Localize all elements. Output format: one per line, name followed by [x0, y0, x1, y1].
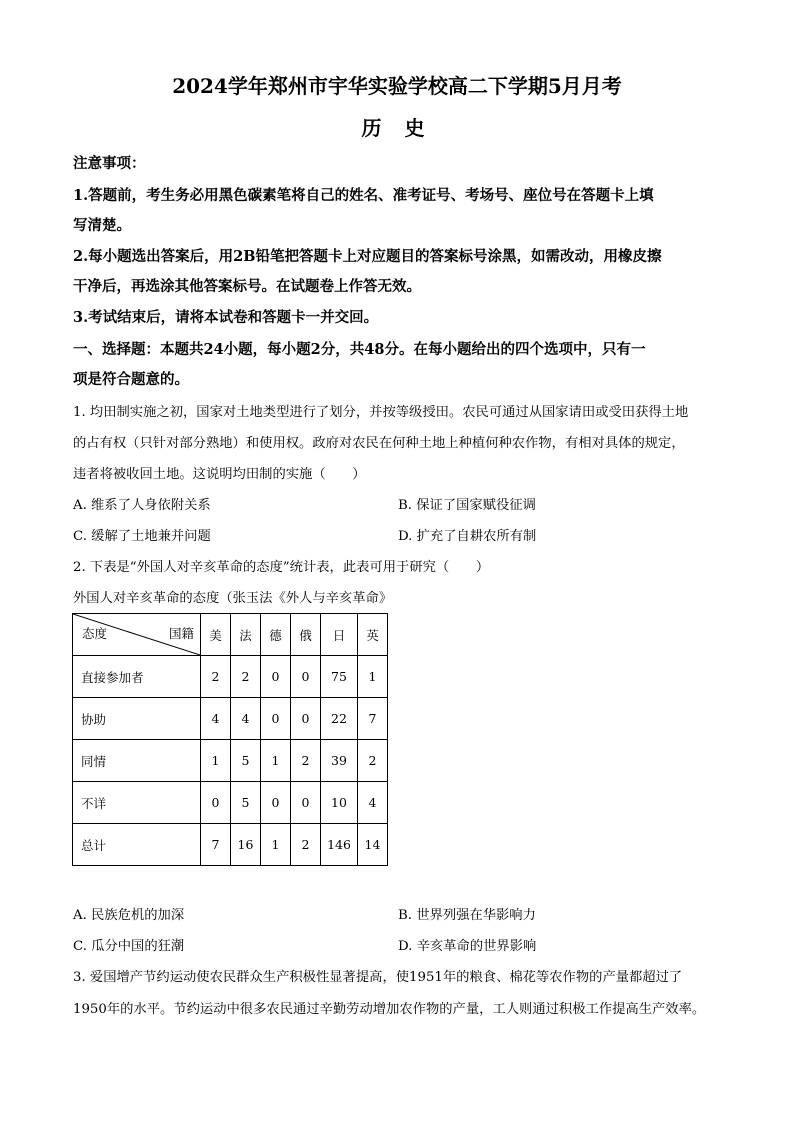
table-row [73, 698, 388, 740]
table-cell: 0 [261, 698, 291, 740]
table-cell: 1 [201, 740, 231, 782]
row-label: 直接参加者 [73, 656, 201, 698]
q2-option-d: D. 辛亥革命的世界影响 [398, 939, 537, 954]
table-cell: 14 [358, 824, 388, 866]
section-heading-line-2: 项是符合题意的。 [73, 371, 189, 388]
q1-option-b: B. 保证了国家赋役征调 [398, 498, 536, 513]
table-cell: 10 [321, 782, 358, 824]
table-cell: 4 [231, 698, 261, 740]
table-cell: 2 [358, 740, 388, 782]
q3-stem-line-1: 3. 爱国增产节约运动使农民群众生产积极性显著提高，使1951年的粮食、棉花等农作物的产量都超过了 [73, 970, 683, 985]
corner-label-nationality: 国籍 [168, 626, 194, 641]
q1-option-a: A. 维系了人身依附关系 [73, 498, 211, 513]
note-item-1-line-2: 写清楚。 [73, 217, 131, 234]
col-header-ru: 俄 [291, 614, 321, 656]
row-label: 同情 [73, 740, 201, 782]
q3-stem-line-2: 1950年的水平。节约运动中很多农民通过辛勤劳动增加农作物的产量，工人则通过积极工作提高生产效率。 [73, 1002, 706, 1017]
col-header-uk: 英 [358, 614, 388, 656]
q2-option-c: C. 瓜分中国的狂潮 [73, 939, 185, 954]
table-cell: 0 [291, 656, 321, 698]
table-cell: 0 [261, 782, 291, 824]
table-cell: 0 [291, 698, 321, 740]
table-cell: 5 [231, 782, 261, 824]
q2-table-caption: 外国人对辛亥革命的态度（张玉法《外人与辛亥革命》 [73, 591, 393, 606]
attitude-table [72, 613, 388, 866]
table-cell: 4 [358, 782, 388, 824]
table-row [73, 740, 388, 782]
q2-option-a: A. 民族危机的加深 [73, 908, 185, 923]
table-cell: 2 [291, 740, 321, 782]
table-header-row [73, 614, 388, 656]
col-header-us: 美 [201, 614, 231, 656]
section-heading-line-1: 一、选择题：本题共24小题，每小题2分，共48分。在每小题给出的四个选项中，只有一 [73, 341, 646, 358]
table-cell: 0 [261, 656, 291, 698]
table-cell: 0 [291, 782, 321, 824]
table-cell: 16 [231, 824, 261, 866]
table-cell: 7 [201, 824, 231, 866]
table-cell: 5 [231, 740, 261, 782]
table-cell: 1 [358, 656, 388, 698]
col-header-jp: 日 [321, 614, 358, 656]
note-item-2-line-1: 2.每小题选出答案后，用2B铅笔把答题卡上对应题目的答案标号涂黑，如需改动，用橡皮擦 [73, 248, 662, 265]
table-cell: 22 [321, 698, 358, 740]
table-row [73, 656, 388, 698]
table-cell: 0 [201, 782, 231, 824]
table-cell: 146 [321, 824, 358, 866]
corner-label-attitude: 态度 [82, 626, 108, 641]
table-cell: 39 [321, 740, 358, 782]
table-corner-cell [73, 614, 201, 656]
row-label: 不详 [73, 782, 201, 824]
note-item-3: 3.考试结束后，请将本试卷和答题卡一并交回。 [73, 309, 379, 326]
col-header-de: 德 [261, 614, 291, 656]
notes-heading: 注意事项： [73, 155, 146, 172]
q2-option-b: B. 世界列强在华影响力 [398, 908, 536, 923]
table-cell: 4 [201, 698, 231, 740]
table-cell: 75 [321, 656, 358, 698]
table-cell: 2 [201, 656, 231, 698]
row-label: 总计 [73, 824, 201, 866]
table-row [73, 782, 388, 824]
note-item-1-line-1: 1.答题前，考生务必用黑色碳素笔将自己的姓名、准考证号、考场号、座位号在答题卡上填 [73, 187, 654, 204]
q1-option-c: C. 缓解了土地兼并问题 [73, 529, 211, 544]
table-cell: 1 [261, 824, 291, 866]
col-header-fr: 法 [231, 614, 261, 656]
row-label: 协助 [73, 698, 201, 740]
q1-option-d: D. 扩充了自耕农所有制 [398, 529, 537, 544]
q1-stem-line-3: 违者将被收回土地。这说明均田制的实施（ ） [73, 467, 366, 482]
q1-stem-line-2: 的占有权（只针对部分熟地）和使用权。政府对农民在何种土地上种植何种农作物，有相对具体的规定， [73, 436, 685, 451]
table-cell: 2 [231, 656, 261, 698]
exam-title: 2024学年郑州市宇华实验学校高二下学期5月月考 [172, 74, 622, 98]
table-cell: 7 [358, 698, 388, 740]
q1-stem-line-1: 1. 均田制实施之初，国家对土地类型进行了划分，并按等级授田。农民可通过从国家请田或受田获得土地 [73, 405, 689, 420]
table-row [73, 824, 388, 866]
subject-title: 历 史 [361, 116, 433, 140]
table-cell: 1 [261, 740, 291, 782]
note-item-2-line-2: 干净后，再选涂其他答案标号。在试题卷上作答无效。 [73, 278, 421, 295]
table-cell: 2 [291, 824, 321, 866]
q2-stem: 2. 下表是“外国人对辛亥革命的态度”统计表，此表可用于研究（ ） [73, 560, 490, 575]
